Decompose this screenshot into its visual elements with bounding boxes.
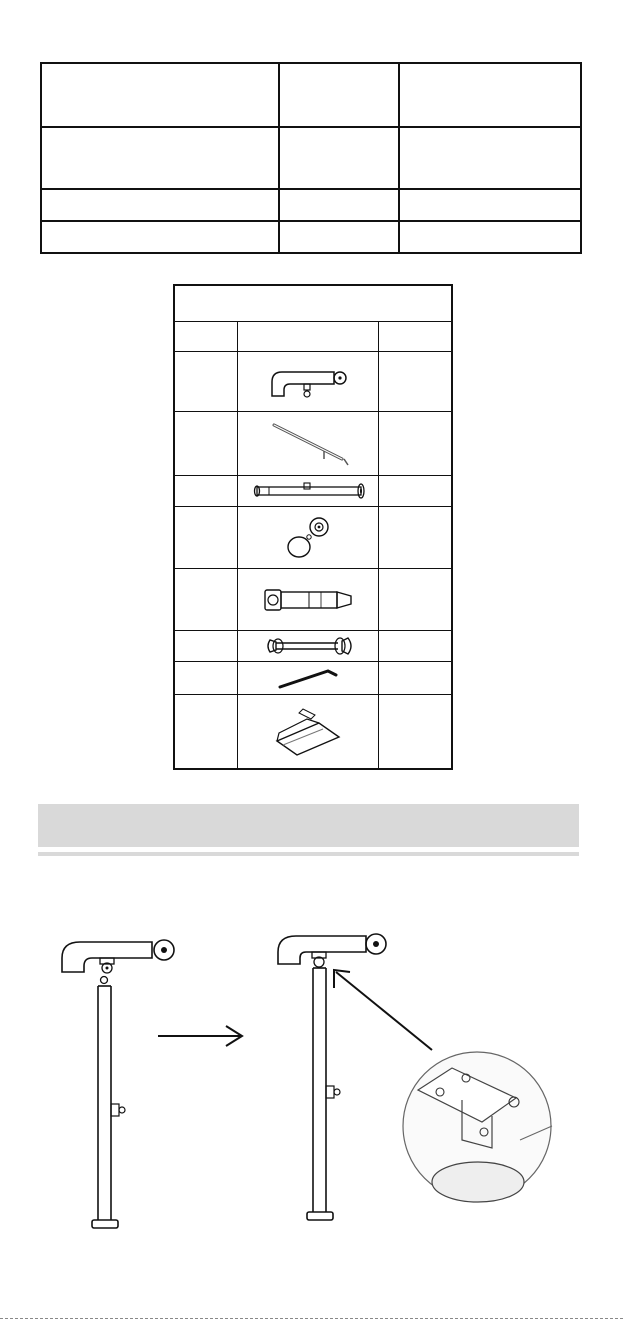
anchor-bolt-icon	[239, 569, 379, 630]
post-after-icon	[307, 968, 340, 1220]
table-row-divider	[42, 188, 580, 190]
parts-bag-icon	[239, 695, 379, 770]
table-row-divider	[42, 126, 580, 128]
table-row-divider	[175, 321, 451, 322]
handrail-head-after-icon	[278, 934, 386, 967]
rail-tube-icon	[239, 476, 379, 506]
section-header-bar	[38, 804, 579, 847]
end-cap-bracket-icon	[239, 507, 379, 568]
handrail-head-before-icon	[62, 940, 174, 973]
detail-pointer-arrow-icon	[334, 970, 432, 1050]
table-row-divider	[42, 220, 580, 222]
hex-key-icon	[239, 662, 379, 694]
post-before-icon	[92, 977, 125, 1229]
section-divider	[38, 852, 579, 856]
table-column-divider	[278, 64, 280, 252]
specification-table	[40, 62, 582, 254]
wrench-icon	[239, 631, 379, 661]
table-column-divider	[237, 321, 238, 768]
connection-detail-icon	[403, 1052, 552, 1202]
elbow-tube-icon	[239, 352, 379, 411]
table-column-divider	[398, 64, 400, 252]
support-arm-icon	[239, 412, 379, 475]
assembly-diagram	[0, 920, 623, 1250]
page-bottom-border	[0, 1318, 623, 1319]
arrow-right-icon	[158, 1026, 242, 1046]
parts-list-table	[173, 284, 453, 770]
